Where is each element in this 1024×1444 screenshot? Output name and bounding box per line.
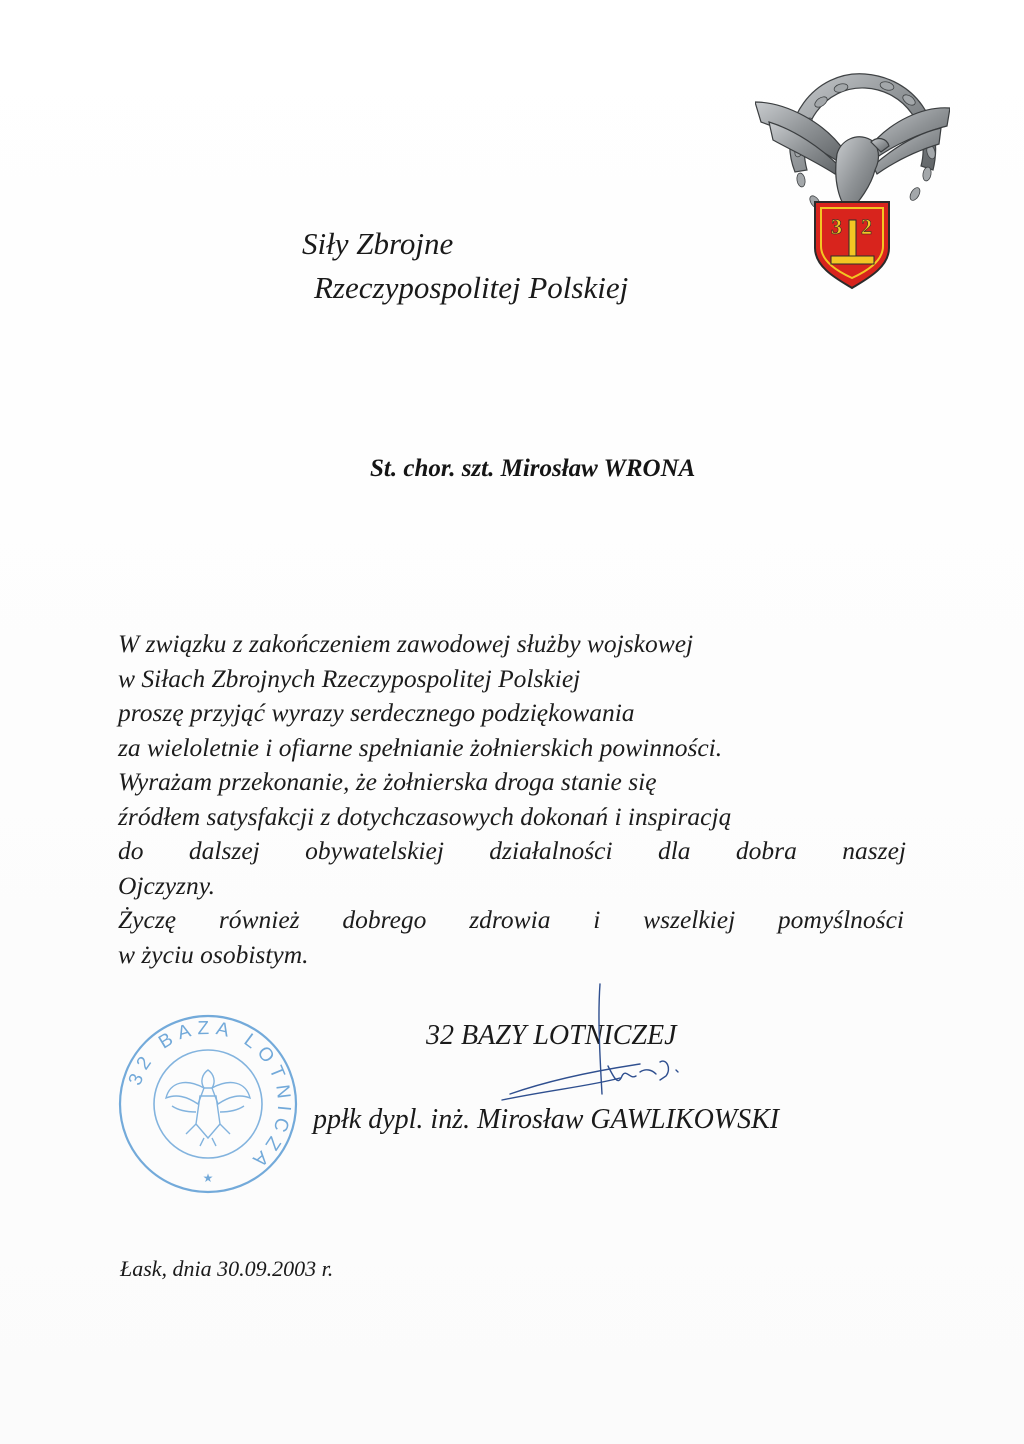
title-line-2: Rzeczypospolitej Polskiej [314, 270, 629, 305]
page-title [302, 222, 628, 310]
place-date: Łask, dnia 30.09.2003 r. [120, 1256, 334, 1281]
title-line-1: Siły Zbrojne [302, 226, 454, 261]
body-line: W związku z zakończeniem zawodowej służby wojskowej [118, 629, 694, 658]
emblem-number-left: 3 [831, 214, 842, 239]
body-line: za wieloletnie i ofiarne spełnianie żołnierskich powinności. [118, 732, 723, 762]
eagle-seal-stamp-icon [116, 1012, 300, 1196]
body-line: Życzę również dobrego zdrowia i wszelkiej pomyślności [118, 905, 904, 934]
unit-name: 32 BAZY LOTNICZEJ [426, 1020, 677, 1051]
body-line: do dalszej obywatelskiej działalności dla dobra naszej [118, 836, 906, 865]
letter-body [118, 627, 908, 972]
body-line: w Siłach Zbrojnych Rzeczypospolitej Polskiej [118, 663, 581, 693]
body-line: źródłem satysfakcji z dotychczasowych dokonań i inspiracją [118, 801, 732, 831]
svg-text:★: ★ [202, 1171, 214, 1185]
stamp-text: 32 BAZA LOTNICZA [124, 1017, 295, 1175]
body-line: proszę przyjąć wyrazy serdecznego podziękowania [118, 698, 635, 727]
recipient-name: St. chor. szt. Mirosław WRONA [370, 455, 696, 482]
body-line: Ojczyzny. [118, 870, 216, 900]
body-line: Wyrażam przekonanie, że żołnierska droga stanie się [118, 767, 657, 796]
eagle-wreath-emblem-icon [755, 62, 950, 294]
emblem-number-right: 2 [861, 214, 872, 239]
body-line: w życiu osobistym. [118, 939, 309, 969]
handwritten-signature-icon [490, 982, 700, 1112]
signer-name: ppłk dypl. inż. Mirosław GAWLIKOWSKI [313, 1104, 780, 1135]
